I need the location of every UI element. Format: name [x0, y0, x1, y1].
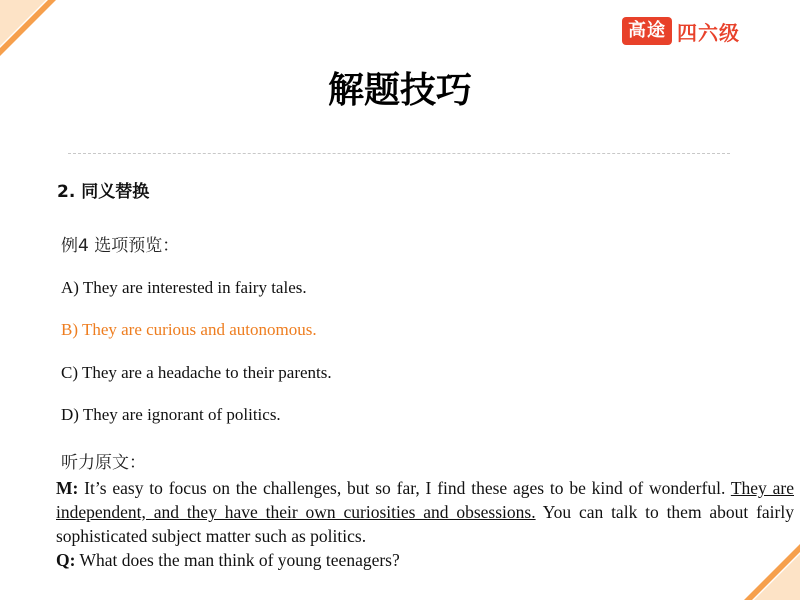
page-title: 解题技巧 [327, 70, 472, 111]
question-line [56, 548, 794, 572]
question-text: What does the man think of young teenagers? [75, 550, 400, 570]
section-heading: 2. 同义替换 [57, 182, 150, 202]
logo-box: 高途 [622, 17, 672, 45]
option-d: D) They are ignorant of politics. [61, 405, 281, 424]
corner-decoration-bottom-right [730, 530, 800, 600]
divider [68, 153, 730, 154]
transcript-text-after: You can talk to them about fairly sophisticated subject matter such as politics. [56, 502, 794, 546]
option-c: C) They are a headache to their parents. [61, 363, 332, 382]
option-b: B) They are curious and autonomous. [61, 320, 317, 339]
speaker-label: M: [56, 478, 79, 498]
question-label: Q: [56, 550, 76, 570]
transcript-underlined: They are independent, and they have their own curiosities and obsessions. [56, 478, 794, 522]
transcript-text-before: It’s easy to focus on the challenges, but so far, I find these ages to be kind of wonderful. [78, 478, 726, 498]
listening-label: 听力原文： [61, 453, 146, 473]
logo-text: 四六级 [677, 20, 740, 45]
option-a: A) They are interested in fairy tales. [61, 278, 307, 297]
example-label: 例4 选项预览： [61, 236, 180, 256]
transcript-paragraph [56, 476, 794, 548]
corner-decoration-top-left [0, 0, 70, 70]
brand-logo [622, 17, 740, 45]
transcript [56, 476, 794, 572]
